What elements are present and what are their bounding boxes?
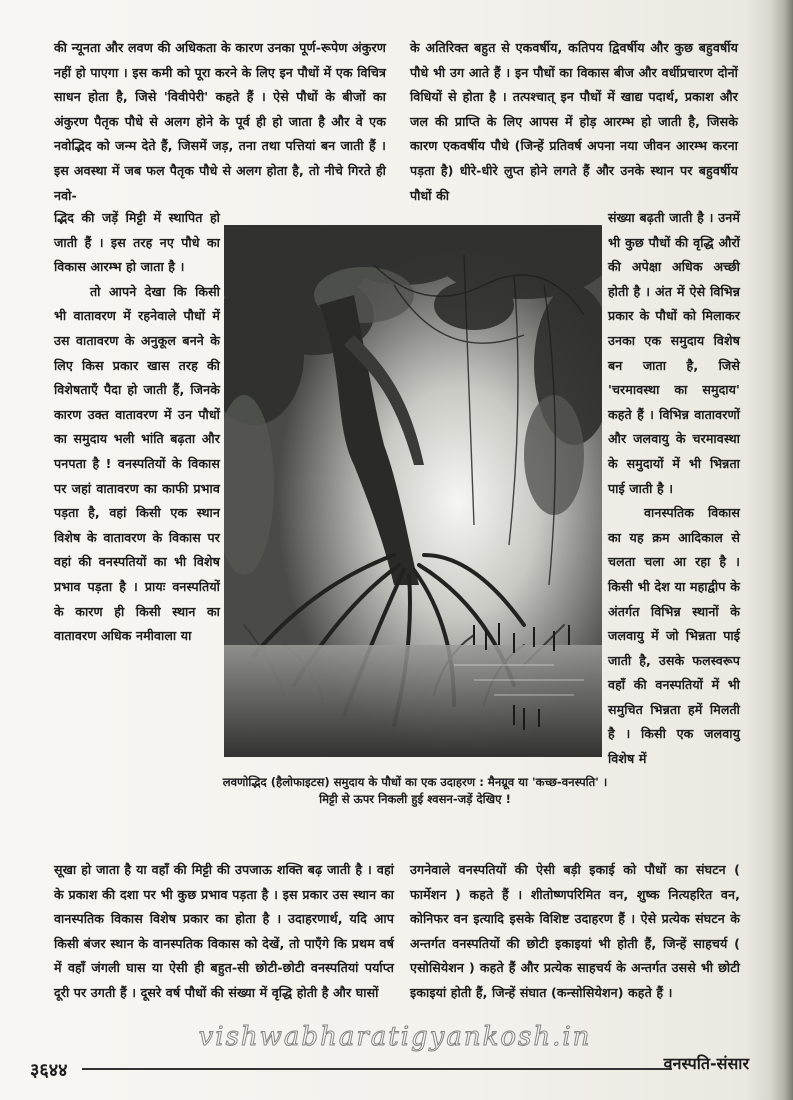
mangrove-drawing — [224, 225, 602, 757]
text-column-right-narrow — [608, 206, 740, 772]
mangrove-illustration — [224, 225, 602, 757]
paragraph: उगनेवाले वनस्पतियों की ऐसी बड़ी इकाई को पौधों का संघटन ( फार्मेशन ) कहते हैं । शीतोष्णपरिमित वन, शुष्क नित्यहरित वन, कोनिफर वन इत्यादि इसके विशिष्ट उदाहरण हैं । ऐसे प्रत्येक संघटन के अन्तर्गत वनस्पतियों की छोटी इकाइयां भी होती हैं, जिन्हें साहचर्य ( एसोसियेशन ) कहते हैं और प्रत्येक साहचर्य के अन्तर्गत उससे भी छोटी इकाइयां होती हैं, जिन्हें संघात (कन्सोसियेशन) कहते हैं । — [410, 862, 740, 1000]
page-number: ३६४४ — [30, 1060, 68, 1081]
figure-caption: लवणोद्भिद (हैलोफाइटस) समुदाय के पौधों का एक उदाहरण : मैनग्रूव या 'कच्छ-वनस्पति' । मिट्टी से ऊपर निकली हुई श्वसन-जड़ें देखिए ! — [222, 775, 608, 806]
text-column-left-top — [54, 36, 386, 208]
text-column-left-narrow — [54, 206, 220, 649]
page-edge-shadow — [771, 0, 793, 1100]
text-column-bottom-left — [54, 858, 394, 1006]
paragraph: सूखा हो जाता है या वहाँ की मिट्टी की उपजाऊ शक्ति बढ़ जाती है । वहां के प्रकाश की दशा पर भी कुछ प्रभाव पड़ता है । इस प्रकार उस स्थान का वानस्पतिक विकास विशेष प्रकार का होता है । उदाहरणार्थ, यदि आप किसी बंजर स्थान के वानस्पतिक विकास को देखें, तो पाएँगे कि प्रथम वर्ष में वहाँ जंगली घास या ऐसी ही बहुत-सी छोटी-छोटी वनस्पतियां पर्याप्त दूरी पर उगती हैं । दूसरे वर्ष पौधों की संख्या में वृद्धि होती है और घासों — [54, 862, 394, 1000]
paragraph: की न्यूनता और लवण की अधिकता के कारण उनका पूर्ण-रूपेण अंकुरण नहीं हो पाएगा । इस कमी को पूरा करने के लिए इन पौधों में एक विचित्र साधन होता है, जिसे 'विवीपेरी' कहते हैं । ऐसे पौधों के बीजों का अंकुरण पैतृक पौधे से अलग होने के पूर्व ही हो जाता है और वे एक नवोद्भिद को जन्म देते हैं, जिसमें जड़, तना तथा पत्तियां बन जाती हैं । इस अवस्था में जब फल पैतृक पौधे से अलग होता है, तो नीचे गिरते ही नवो- — [54, 40, 386, 203]
footer-divider — [82, 1068, 672, 1070]
paragraph: वानस्पतिक विकास का यह क्रम आदिकाल से चलता चला आ रहा है । किसी भी देश या महाद्वीप के अंतर्गत विभिन्न स्थानों के जलवायु में जो भिन्नता पाई जाती है, उसके फलस्वरूप वहाँ की वनस्पतियों में भी समुचित भिन्नता हमें मिलती है । किसी एक जलवायु विशेष में — [608, 505, 740, 767]
paragraph: तो आपने देखा कि किसी भी वातावरण में रहनेवाले पौधों में उस वातावरण के अनुकूल बनने के लिए किस प्रकार खास तरह की विशेषताएँ पैदा हो जाती हैं, जिनके कारण उक्त वातावरण में उन पौधों का समुदाय भली भांति बढ़ता और पनपता है ! वनस्पतियों के विकास पर जहां वातावरण का काफी प्रभाव पड़ता है, वहां किसी एक स्थान विशेष के वातावरण के विकास पर वहां की वनस्पतियों का भी विशेष प्रभाव पड़ता है । प्रायः वनस्पतियों के कारण ही किसी स्थान का वातावरण अधिक नमीवाला या — [54, 283, 220, 644]
running-title: वनस्पति-संसार — [663, 1054, 749, 1073]
watermark: vishwabharatigyankosh.in — [198, 1022, 592, 1052]
text-column-right-top — [410, 36, 738, 208]
text-column-bottom-right — [410, 858, 740, 1006]
paragraph: संख्या बढ़ती जाती है । उनमें भी कुछ पौधों की वृद्धि औरों की अपेक्षा अधिक अच्छी होती है । अंत में ऐसे विभिन्न प्रकार के पौधों को मिलाकर उनका एक समुदाय विशेष बन जाता है, जिसे 'चरमावस्था का समुदाय' कहते हैं । विभिन्न वातावरणों और जलवायु के चरमावस्था के समुदायों में भी भिन्नता पाई जाती है । — [608, 210, 740, 496]
paragraph: द्भिद की जड़ें मिट्टी में स्थापित हो जाती हैं । इस तरह नए पौधे का विकास आरम्भ हो जाता है । — [54, 210, 220, 275]
paragraph: के अतिरिक्त बहुत से एकवर्षीय, कतिपय द्विवर्षीय और कुछ बहुवर्षीय पौधे भी उग आते हैं । इन पौधों का विकास बीज और वर्धीप्रचारण दोनों विधियों से होता है । तत्पश्चात् इन पौधों में खाद्य पदार्थ, प्रकाश और जल की प्राप्ति के लिए आपस में होड़ आरम्भ हो जाती है, जिसके कारण एकवर्षीय पौधे (जिन्हें प्रतिवर्ष अपना नया जीवन आरम्भ करना पड़ता है) धीरे-धीरे लुप्त होने लगते हैं और उनके स्थान पर बहुवर्षीय पौधों की — [410, 40, 738, 203]
